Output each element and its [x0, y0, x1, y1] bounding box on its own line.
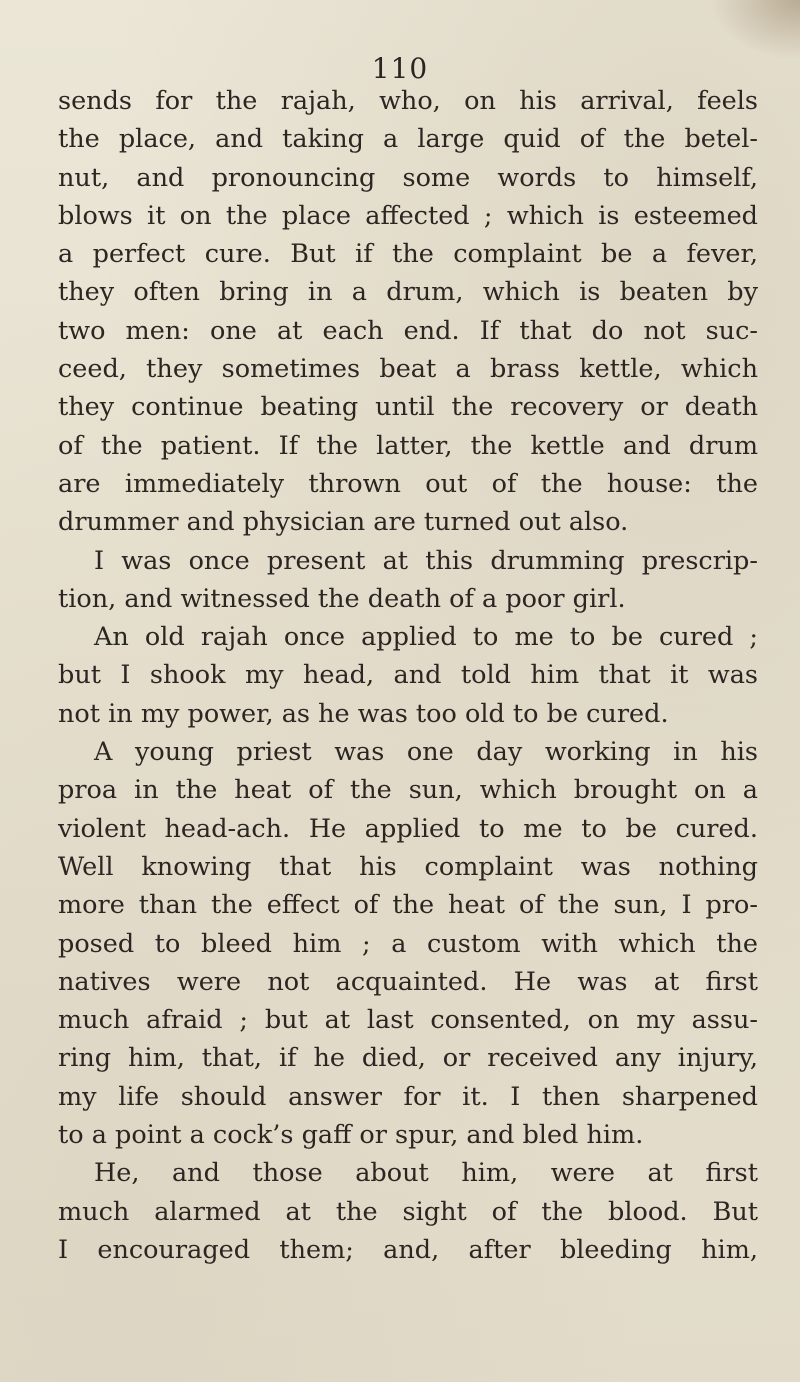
text-line: tion, and witnessed the death of a poor girl.: [58, 583, 626, 614]
text-line: much afraid ; but at last consented, on my assu-: [58, 1005, 758, 1036]
text-line: An old rajah once applied to me to be cured ;: [94, 622, 758, 653]
page-stain: [710, 0, 800, 60]
text-line: my life should answer for it. I then sharpened: [58, 1081, 758, 1112]
text-line: not in my power, as he was too old to be cured.: [58, 698, 669, 729]
text-line: to a point a cock’s gaff or spur, and bled him.: [58, 1120, 644, 1151]
text-line: I encouraged them; and, after bleeding him,: [58, 1234, 758, 1265]
page-number: 110: [371, 52, 429, 85]
text-line: they often bring in a drum, which is beaten by: [58, 277, 758, 308]
text-line: ceed, they sometimes beat a brass kettle, which: [58, 354, 758, 385]
text-line: but I shook my head, and told him that it was: [58, 660, 758, 691]
text-line: more than the effect of the heat of the sun, I pro-: [58, 890, 758, 921]
text-line: much alarmed at the sight of the blood. But: [58, 1196, 758, 1227]
text-line: I was once present at this drumming prescrip-: [94, 545, 758, 576]
text-line: the place, and taking a large quid of the betel-: [58, 124, 758, 155]
text-line: they continue beating until the recovery or death: [58, 392, 758, 423]
text-line: A young priest was one day working in his: [94, 737, 758, 768]
body-text: [58, 82, 758, 1269]
text-line: posed to bleed him ; a custom with which the: [58, 928, 758, 959]
text-line: blows it on the place affected ; which is esteemed: [58, 200, 758, 231]
text-line: violent head-ach. He applied to me to be cured.: [58, 813, 758, 844]
text-line: two men: one at each end. If that do not suc-: [58, 315, 758, 346]
text-line: ring him, that, if he died, or received any injury,: [58, 1043, 758, 1074]
text-line: Well knowing that his complaint was nothing: [58, 851, 758, 882]
text-line: natives were not acquainted. He was at first: [58, 966, 758, 997]
text-line: nut, and pronouncing some words to himself,: [58, 162, 758, 193]
text-line: are immediately thrown out of the house: the: [58, 468, 758, 499]
text-line: a perfect cure. But if the complaint be a fever,: [58, 239, 758, 270]
text-line: drummer and physician are turned out also.: [58, 507, 629, 538]
text-line: proa in the heat of the sun, which brought on a: [58, 775, 758, 806]
text-line: of the patient. If the latter, the kettle and drum: [58, 430, 758, 461]
text-line: He, and those about him, were at first: [94, 1158, 758, 1189]
text-line: sends for the rajah, who, on his arrival, feels: [58, 86, 758, 116]
